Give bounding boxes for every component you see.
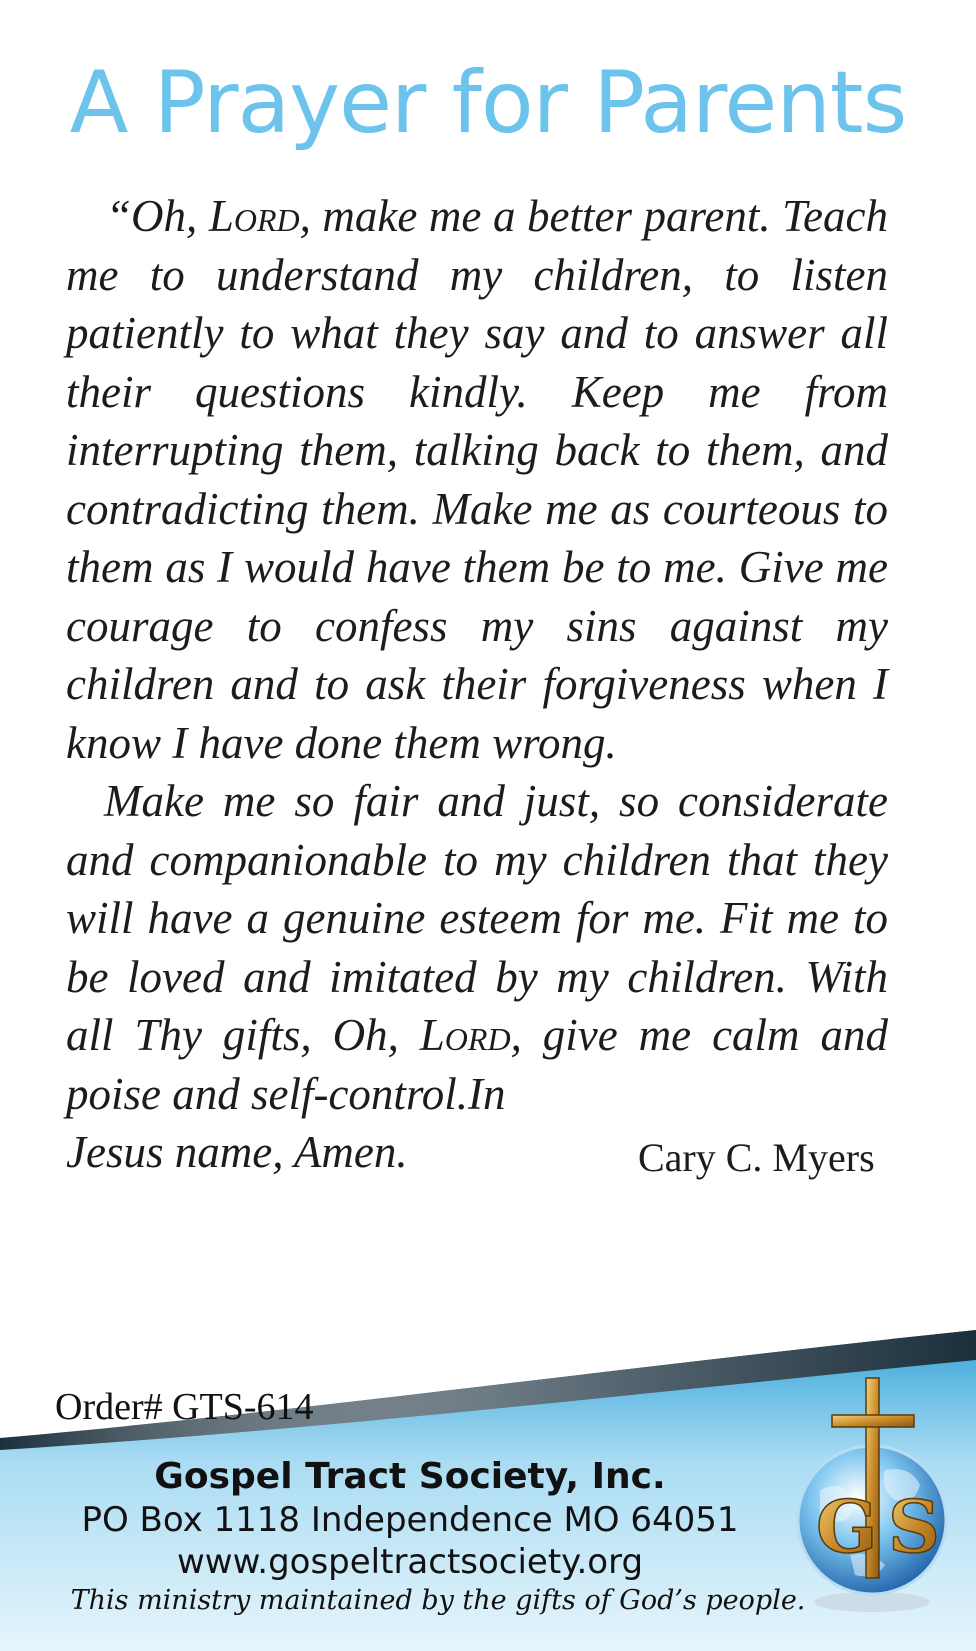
logo-letter-s: S [888, 1484, 940, 1569]
org-name: Gospel Tract Society, Inc. [154, 1456, 666, 1497]
org-address: PO Box 1118 Independence MO 64051 [81, 1500, 739, 1540]
page-title: A Prayer for Parents [69, 53, 907, 153]
lord-word: Lord [208, 191, 300, 241]
closing-row [66, 1123, 888, 1195]
prayer-paragraph-2: Make me so fair and just, so considerate and companionable to my children that they will have a genuine esteem for me. Fit me to be loved and imitated by my children. With all Thy gifts, Oh, Lord, give me calm and poise and self-control.In [66, 776, 888, 1119]
footer-contact [0, 1455, 820, 1583]
closing-line: Jesus name, Amen. [66, 1127, 408, 1177]
prayer-body [66, 187, 888, 1195]
lord-word: Lord [419, 1010, 511, 1060]
footer-tagline: This ministry maintained by the gifts of God’s people. [70, 1585, 806, 1616]
author-name: Cary C. Myers [638, 1135, 875, 1180]
gts-globe-cross-logo [790, 1370, 950, 1620]
logo-letter-g: G [816, 1484, 878, 1569]
org-website-link[interactable]: www.gospeltractsociety.org [176, 1542, 644, 1582]
prayer-paragraph-1: “Oh, Lord, make me a better parent. Teach me to understand my children, to listen patiently to what they say and to answer all their questions kindly. Keep me from interrupting them, talking back to them, and contradicting them. Make me as courteous to them as I would have them be to me. Give me courage to confess my sins against my children and to ask their forgiveness when I know I have done them wrong. [66, 191, 888, 768]
order-number: Order# GTS-614 [55, 1386, 314, 1428]
